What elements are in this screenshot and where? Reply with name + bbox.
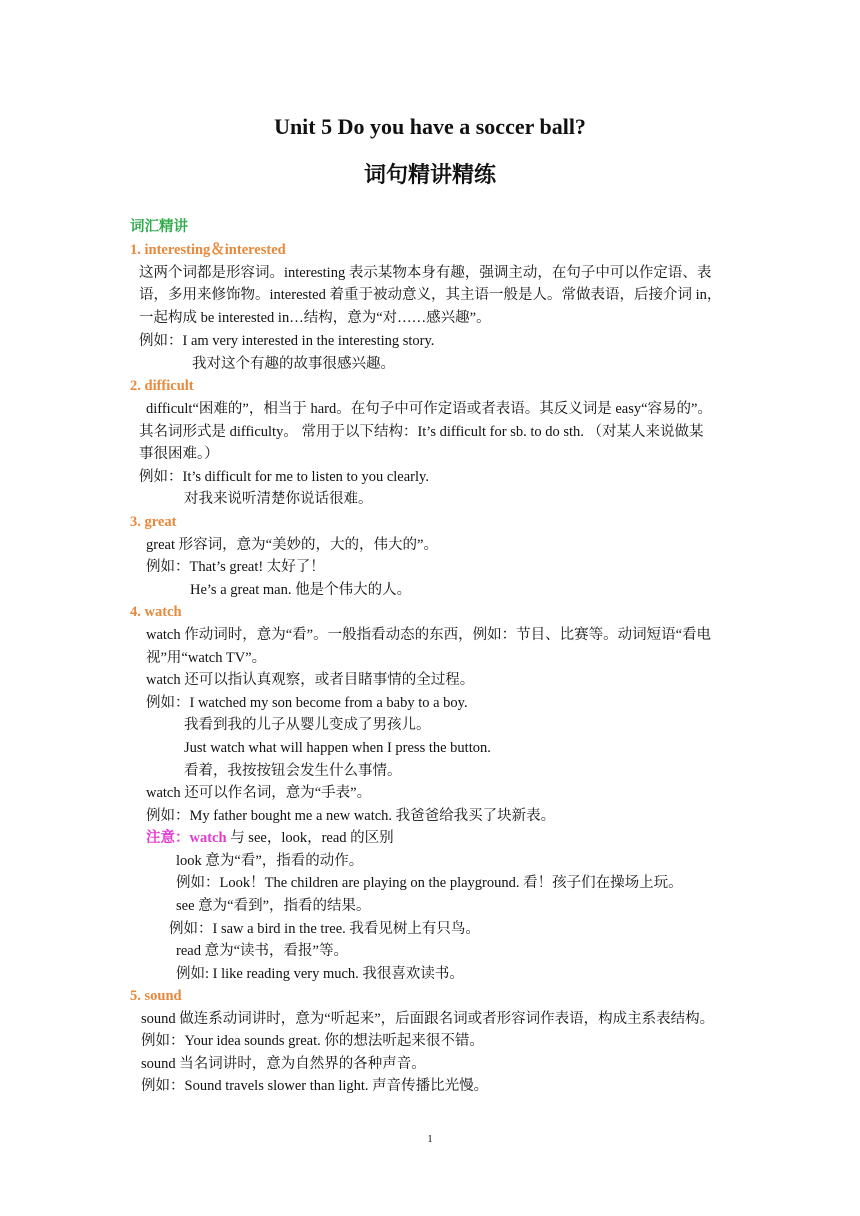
translation-line: 对我来说听清楚你说话很难。 [184,491,373,507]
body-line: sound 做连系动词讲时，意为“听起来”，后面跟名词或者形容词作表语，构成主系表结构。 [141,1011,715,1027]
note-line: 例如: I like reading very much. 我很喜欢读书。 [176,966,464,982]
translation-line: 我看到我的儿子从婴儿变成了男孩儿。 [184,717,431,733]
page-number: 1 [427,1133,433,1145]
note-line: read 意为“读书，看报”等。 [176,943,348,959]
body-line: great 形容词，意为“美妙的，大的，伟大的”。 [146,537,438,553]
body-line: 其名词形式是 difficulty。 常用于以下结构：It’s difficult for sb. to do sth. （对某人来说做某 [139,424,704,440]
note-heading [146,828,394,848]
example-line: 例如：Sound travels slower than light. 声音传播比光慢。 [141,1078,489,1094]
item-heading: 1. interesting＆interested [130,242,286,258]
example-line: 例如：I watched my son become from a baby to a boy. [146,695,468,711]
item-heading: 4. watch [130,604,182,620]
body-line: 这两个词都是形容词。interesting 表示某物本身有趣，强调主动，在句子中可以作定语、表 [139,265,712,281]
body-line: watch 作动词时，意为“看”。一般指看动态的东西，例如：节目、比赛等。动词短语“看电 [146,627,712,643]
body-line: 视”用“watch TV”。 [146,650,267,666]
example-line: 例如：Your idea sounds great. 你的想法听起来很不错。 [141,1033,484,1049]
item-heading: 2. difficult [130,378,194,394]
translation-line: 我对这个有趣的故事很感兴趣。 [192,356,395,372]
example-line: 例如：That’s great! 太好了！ [146,559,325,575]
example-line: Just watch what will happen when I press the button. [184,740,491,756]
document-title: Unit 5 Do you have a soccer ball? [274,114,586,139]
example-line: 例如：It’s difficult for me to listen to you clearly. [139,469,429,485]
note-line: 例如：Look！The children are playing on the playground. 看！孩子们在操场上玩。 [176,875,683,891]
example-line: 例如：I am very interested in the interesting story. [139,333,435,349]
body-line: 事很困难。） [139,446,219,462]
note-line: 例如：I saw a bird in the tree. 我看见树上有只鸟。 [169,921,480,937]
item-heading: 5. sound [130,988,182,1004]
item-heading: 3. great [130,514,177,530]
note-line: look 意为“看”，指看的动作。 [176,853,364,869]
translation-line: 看着，我按按钮会发生什么事情。 [184,763,402,779]
body-line: watch 还可以作名词，意为“手表”。 [146,785,372,801]
note-text: 与 see，look，read 的区别 [226,830,394,846]
note-label: 注意：watch [146,830,227,846]
body-line: difficult“困难的”，相当于 hard。在句子中可作定语或者表语。其反义词是 easy“容易的”。 [146,401,712,417]
document-subtitle: 词句精讲精练 [363,162,496,187]
body-line: watch 还可以指认真观察，或者目睹事情的全过程。 [146,672,475,688]
example-line: He’s a great man. 他是个伟大的人。 [190,582,412,598]
body-line: 一起构成 be interested in…结构，意为“对……感兴趣”。 [139,310,491,326]
note-line: see 意为“看到”，指看的结果。 [176,898,371,914]
body-line: 语，多用来修饰物。interested 着重于被动意义，其主语一般是人。常做表语，后接介词 in， [139,287,722,303]
body-line: sound 当名词讲时，意为自然界的各种声音。 [141,1056,426,1072]
example-line: 例如：My father bought me a new watch. 我爸爸给我买了块新表。 [146,808,556,824]
section-heading: 词汇精讲 [130,219,188,235]
